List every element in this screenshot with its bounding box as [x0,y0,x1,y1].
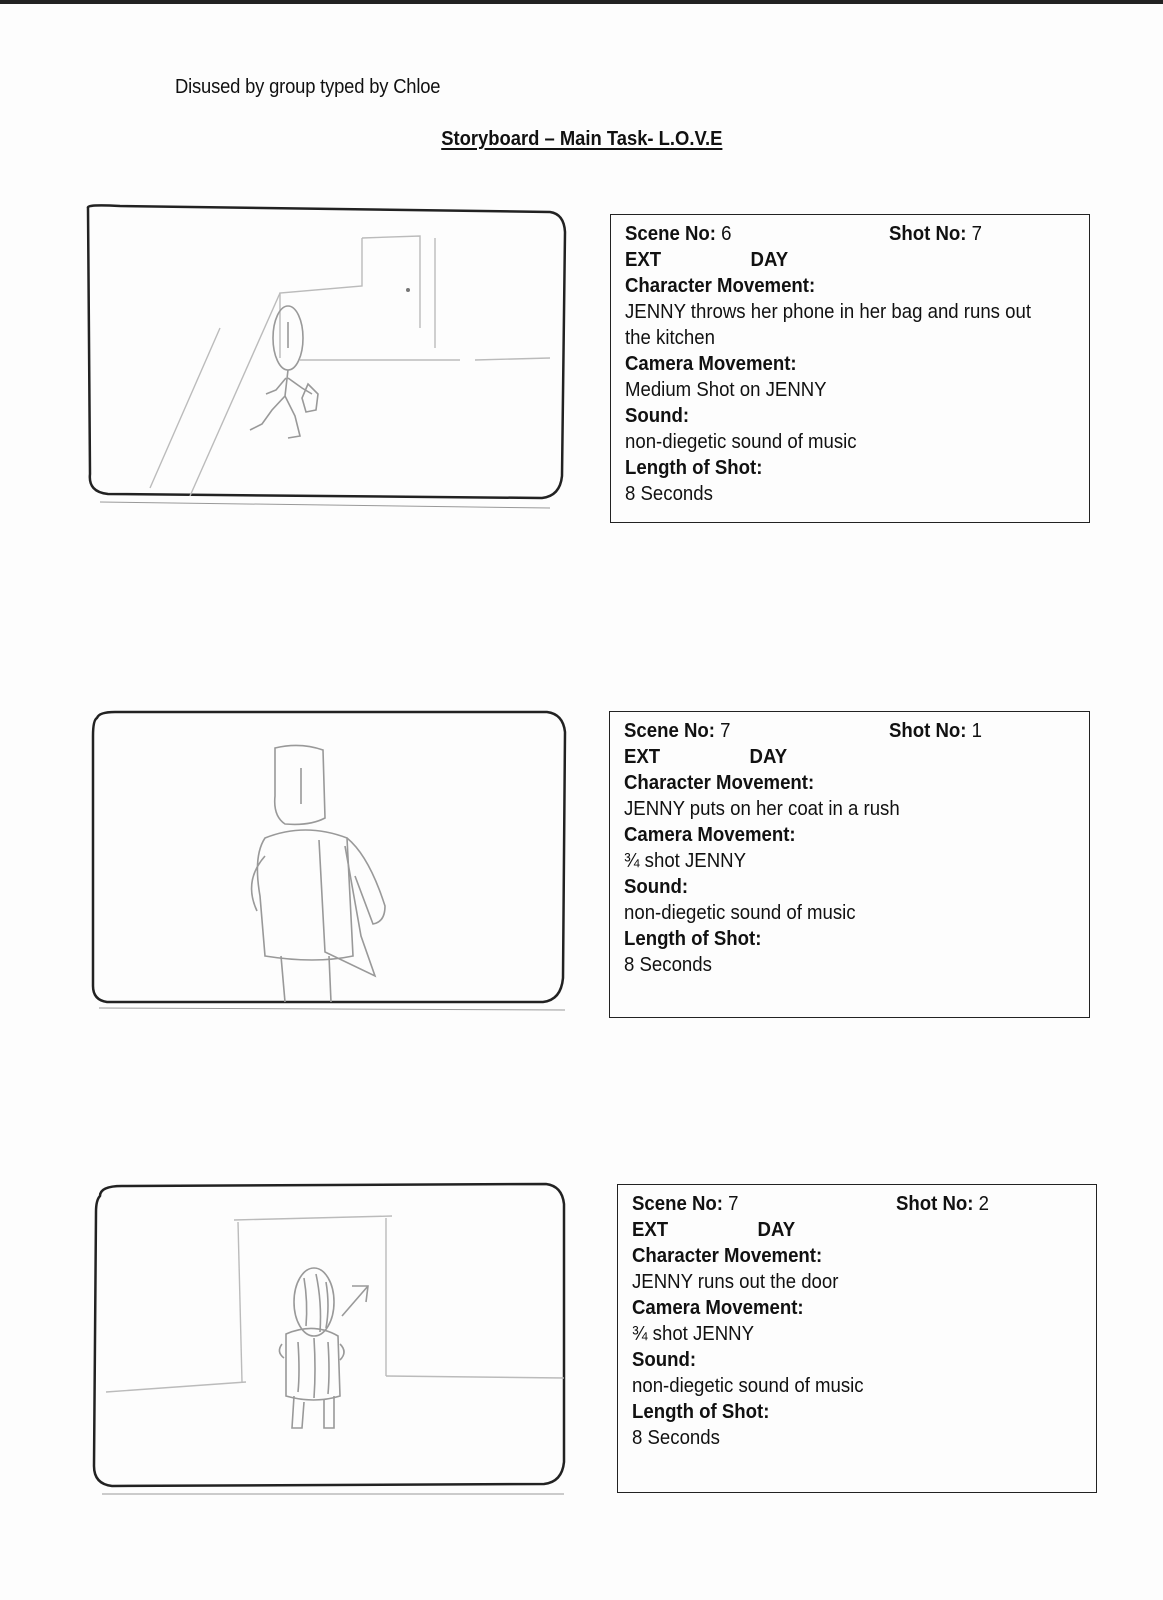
scene-no-label: Scene No: [632,1193,723,1215]
time-value: DAY [757,1219,796,1241]
shot-no-value: 2 [978,1193,989,1215]
character-movement-label: Character Movement: [624,772,815,794]
camera-movement-label: Camera Movement: [625,353,797,375]
shot-details-3 [617,1184,1097,1493]
shot-no-label: Shot No: [889,223,967,245]
page-title: Storyboard – Main Task- L.O.V.E [440,128,723,150]
character-movement-label: Character Movement: [632,1245,823,1267]
shot-no-value: 7 [971,223,982,245]
storyboard-sketch-2 [85,706,573,1018]
sound-label: Sound: [624,876,689,898]
camera-movement-value: ¾ shot JENNY [624,850,746,872]
length-value: 8 Seconds [632,1427,720,1449]
length-value: 8 Seconds [624,954,712,976]
camera-movement-label: Camera Movement: [632,1297,804,1319]
shot-details-2 [609,711,1090,1018]
length-label: Length of Shot: [632,1401,770,1423]
sound-label: Sound: [632,1349,697,1371]
character-movement-value: JENNY puts on her coat in a rush [624,798,900,820]
scene-no-value: 6 [721,223,732,245]
time-value: DAY [749,746,788,768]
shot-details-1 [610,214,1090,523]
scene-no-value: 7 [720,720,731,742]
sound-value: non-diegetic sound of music [624,902,856,924]
shot-no-label: Shot No: [896,1193,974,1215]
scene-no-value: 7 [728,1193,739,1215]
camera-movement-value: Medium Shot on JENNY [625,379,827,401]
shot-no-value: 1 [971,720,982,742]
storyboard-sketch-3 [86,1182,574,1502]
sound-label: Sound: [625,405,690,427]
location-value: EXT [625,249,662,271]
header-note: Disused by group typed by Chloe [175,76,441,98]
length-label: Length of Shot: [624,928,762,950]
location-value: EXT [632,1219,669,1241]
page-top-edge [0,0,1163,4]
camera-movement-value: ¾ shot JENNY [632,1323,754,1345]
storyboard-sketch-1 [80,198,570,520]
scene-no-label: Scene No: [625,223,716,245]
sound-value: non-diegetic sound of music [632,1375,864,1397]
shot-no-label: Shot No: [889,720,967,742]
length-label: Length of Shot: [625,457,763,479]
location-value: EXT [624,746,661,768]
character-movement-label: Character Movement: [625,275,816,297]
length-value: 8 Seconds [625,483,713,505]
camera-movement-label: Camera Movement: [624,824,796,846]
character-movement-value: JENNY runs out the door [632,1271,839,1293]
sound-value: non-diegetic sound of music [625,431,857,453]
character-movement-value: JENNY throws her phone in her bag and runs out the kitchen [625,301,1032,349]
scene-no-label: Scene No: [624,720,715,742]
time-value: DAY [750,249,789,271]
